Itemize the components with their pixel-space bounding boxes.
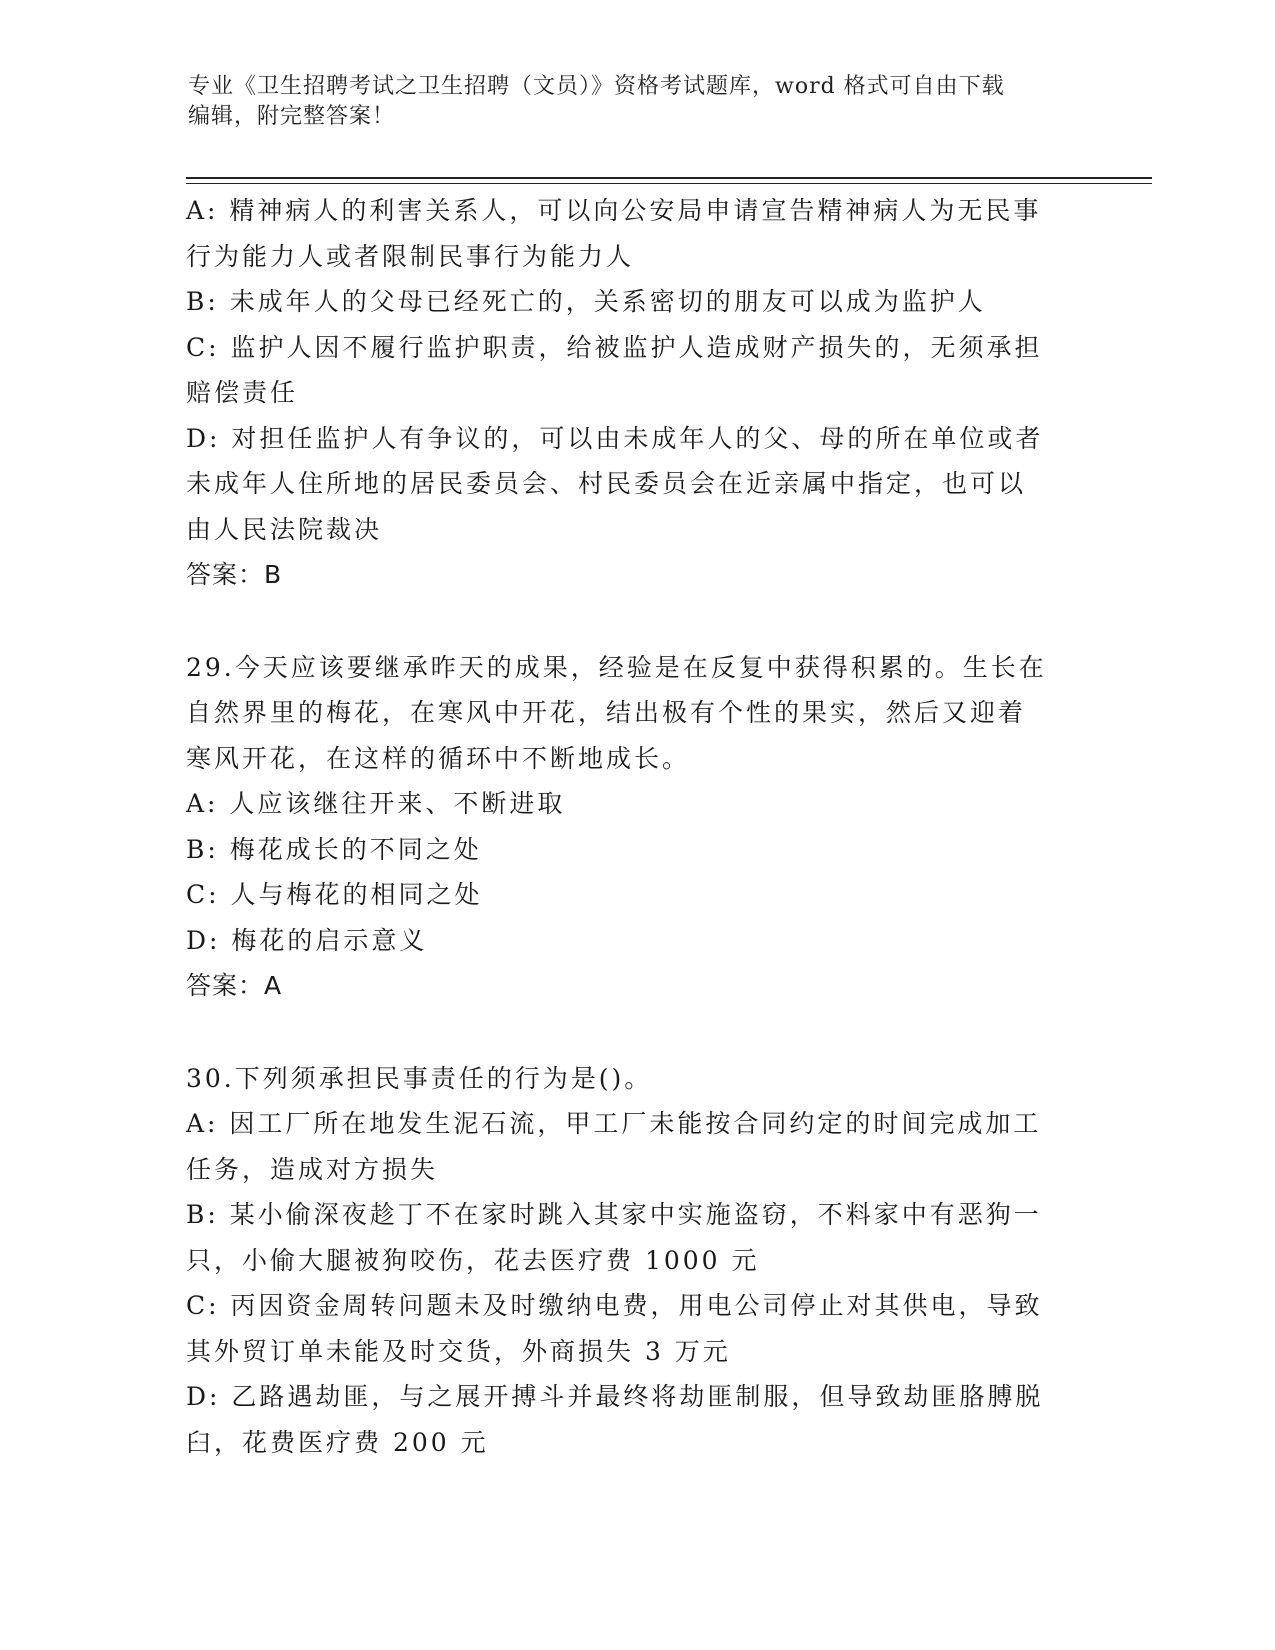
q28-option-d-line-3: 由人民法院裁决 bbox=[186, 514, 383, 544]
spacer bbox=[186, 1009, 1086, 1056]
q30-option-d-line-1: D: 乙路遇劫匪，与之展开搏斗并最终将劫匪制服，但导致劫匪胳膊脱 bbox=[186, 1382, 1044, 1411]
q30-option-c-line-1: C: 丙因资金周转问题未及时缴纳电费，用电公司停止对其供电，导致 bbox=[186, 1291, 1043, 1320]
q28-answer: 答案：B bbox=[186, 560, 283, 589]
q30-option-d-line-2: 臼，花费医疗费 200 元 bbox=[186, 1427, 489, 1457]
q29-option-c: C: 人与梅花的相同之处 bbox=[186, 880, 483, 909]
q30-option-b-line-2: 只，小偷大腿被狗咬伤，花去医疗费 1000 元 bbox=[186, 1245, 760, 1275]
q28-option-d-line-1: D: 对担任监护人有争议的，可以由未成年人的父、母的所在单位或者 bbox=[186, 423, 1044, 453]
q29-option-a: A: 人应该继往开来、不断进取 bbox=[186, 789, 566, 818]
q28-option-a-line-1: A: 精神病人的利害关系人，可以向公安局申请宣告精神病人为无民事 bbox=[186, 196, 1042, 225]
q29-option-d: D: 梅花的启示意义 bbox=[186, 925, 428, 955]
q29-stem-line-3: 寒风开花，在这样的循环中不断地成长。 bbox=[186, 743, 691, 773]
q28-option-c-line-2: 赔偿责任 bbox=[186, 378, 299, 407]
header-line-2: 编辑，附完整答案！ bbox=[188, 104, 396, 129]
q30-option-b-line-1: B: 某小偷深夜趁丁不在家时跳入其家中实施盗窃，不料家中有恶狗一 bbox=[186, 1200, 1042, 1229]
q28-option-a-line-2: 行为能力人或者限制民事行为能力人 bbox=[186, 241, 635, 271]
header-divider-thick bbox=[186, 177, 1152, 179]
q30-option-c-line-2: 其外贸订单未能及时交货，外商损失 3 万元 bbox=[186, 1336, 731, 1366]
header-divider-thin bbox=[186, 183, 1152, 184]
q29-stem-line-2: 自然界里的梅花，在寒风中开花，结出极有个性的果实，然后又迎着 bbox=[186, 698, 1027, 727]
q28-option-b: B: 未成年人的父母已经死亡的，关系密切的朋友可以成为监护人 bbox=[186, 287, 986, 316]
document-header bbox=[188, 72, 1068, 132]
question-29 bbox=[186, 645, 1086, 1009]
q28-option-d-line-2: 未成年人住所地的居民委员会、村民委员会在近亲属中指定，也可以 bbox=[186, 469, 1027, 498]
q28-option-c-line-1: C: 监护人因不履行监护职责，给被监护人造成财产损失的，无须承担 bbox=[186, 332, 1043, 362]
q30-stem: 30.下列须承担民事责任的行为是()。 bbox=[186, 1063, 653, 1093]
question-content bbox=[186, 188, 1086, 1465]
q29-answer: 答案：A bbox=[186, 971, 283, 1000]
q29-option-b: B: 梅花成长的不同之处 bbox=[186, 834, 482, 864]
spacer bbox=[186, 598, 1086, 645]
q30-option-a-line-2: 任务，造成对方损失 bbox=[186, 1154, 439, 1184]
question-28 bbox=[186, 188, 1086, 598]
q29-stem-line-1: 29.今天应该要继承昨天的成果，经验是在反复中获得积累的。生长在 bbox=[186, 652, 1047, 682]
header-line-1: 专业《卫生招聘考试之卫生招聘（文员）》资格考试题库，word 格式可自由下载 bbox=[188, 74, 1005, 99]
question-30 bbox=[186, 1056, 1086, 1466]
q30-option-a-line-1: A: 因工厂所在地发生泥石流，甲工厂未能按合同约定的时间完成加工 bbox=[186, 1109, 1042, 1138]
